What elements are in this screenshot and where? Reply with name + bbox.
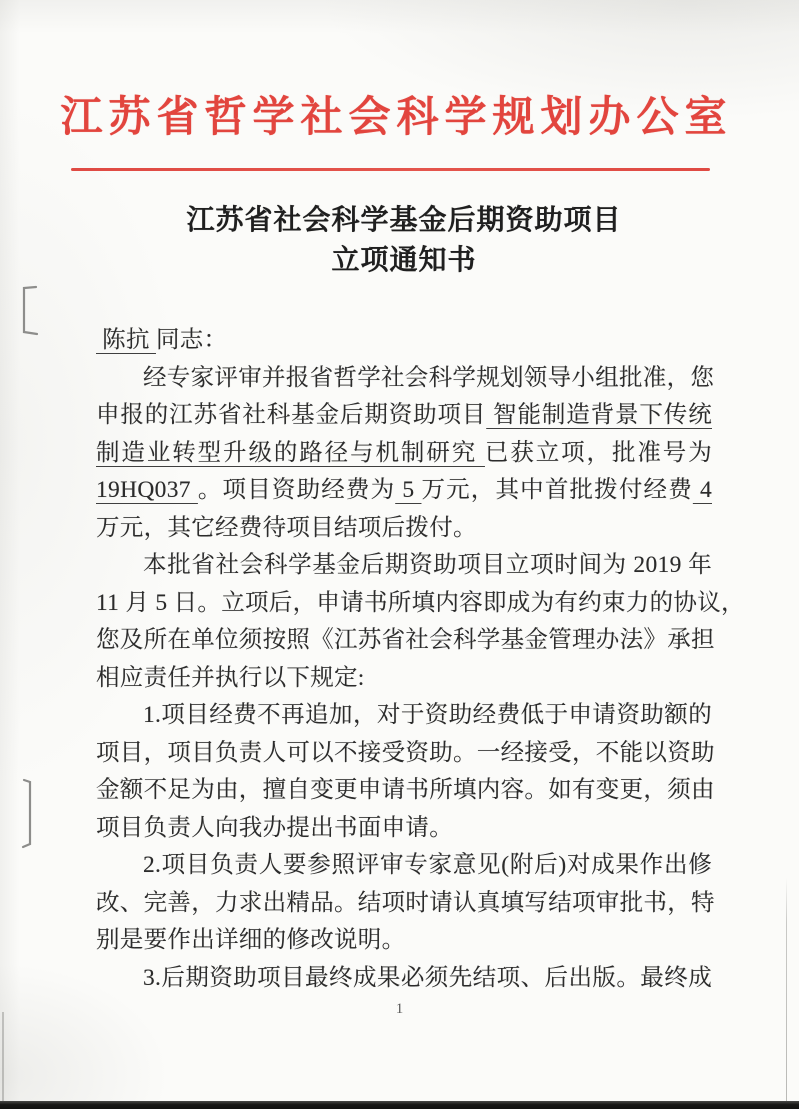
- body-line: [96, 697, 712, 735]
- fill-in-underlined: 19HQ037: [96, 477, 198, 503]
- text-segment: 相应责任并执行以下规定:: [96, 664, 365, 691]
- body-line: [96, 735, 715, 773]
- text-segment: 万元，其它经费待项目结项后拨付。: [96, 514, 477, 541]
- body-line: [96, 922, 712, 960]
- document-title-line2: 立项通知书: [331, 245, 477, 276]
- text-segment: 1.项目经费不再追加，对于资助经费低于申请资助额的: [143, 702, 712, 728]
- fill-in-underlined: 5: [395, 477, 422, 503]
- staple-mark-bottom: [18, 775, 38, 853]
- body-line: [96, 510, 712, 548]
- letterhead-title: 江苏省哲学社会科学规划办公室: [60, 95, 733, 141]
- body-line: [96, 322, 712, 360]
- text-segment: 别是要作出详细的修改说明。: [96, 927, 406, 953]
- body-line: [96, 622, 715, 660]
- text-segment: 金额不足为由，擅自变更申请书所填内容。如有变更，须由: [96, 777, 715, 803]
- body-line: [96, 472, 712, 510]
- body-line: [96, 810, 712, 848]
- text-segment: 申报的江苏省社科基金后期资助项目: [96, 402, 487, 428]
- body-line: [96, 397, 712, 435]
- text-segment: 已获立项，批准号为: [484, 439, 712, 466]
- document-title-line1: 江苏省社会科学基金后期资助项目: [186, 205, 622, 236]
- text-segment: 本批省社会科学基金后期资助项目立项时间为 2019 年: [143, 552, 712, 578]
- body-line: [96, 585, 745, 623]
- text-segment: 项目负责人向我办提出书面申请。: [96, 814, 453, 841]
- body-line: [96, 547, 712, 585]
- text-segment: 万元，其中首批拨付经费: [421, 477, 693, 503]
- text-segment: 2.项目负责人要参照评审专家意见(附后)对成果作出修: [143, 852, 712, 878]
- fill-in-underlined: 陈抗: [96, 327, 156, 353]
- page-fold-line: [786, 878, 787, 1101]
- fill-in-underlined: 制造业转型升级的路径与机制研究: [96, 439, 485, 466]
- letterhead-rule: [71, 168, 710, 171]
- text-segment: 改、完善，力求出精品。结项时请认真填写结项审批书，特: [96, 889, 715, 916]
- staple-mark-top: [16, 281, 40, 341]
- body-line: [96, 772, 715, 810]
- fill-in-underlined: 4: [692, 477, 712, 503]
- text-segment: 3.后期资助项目最终成果必须先结项、后出版。最终成: [143, 964, 712, 991]
- text-segment: 11 月 5 日。立项后，申请书所填内容即成为有约束力的协议，: [96, 589, 745, 616]
- body-line: [96, 435, 712, 473]
- scan-bottom-edge: [0, 1101, 799, 1109]
- body-line: [96, 660, 712, 698]
- scan-left-edge: [2, 1012, 4, 1101]
- body-line: [96, 847, 712, 885]
- fill-in-underlined: 智能制造背景下传统: [486, 402, 712, 428]
- text-segment: 项目，项目负责人可以不接受资助。一经接受，不能以资助: [96, 739, 715, 766]
- document-body: [96, 322, 745, 997]
- body-line: [96, 360, 715, 398]
- document-title: [96, 201, 712, 281]
- body-line: [96, 885, 715, 923]
- text-segment: 同志：: [155, 327, 228, 353]
- page-number: 1: [395, 1001, 404, 1017]
- body-line: [96, 960, 712, 998]
- text-segment: 经专家评审并报省哲学社会科学规划领导小组批准，您: [143, 364, 715, 391]
- text-segment: 您及所在单位须按照《江苏省社会科学基金管理办法》承担: [96, 627, 715, 653]
- text-segment: 。项目资助经费为: [197, 477, 396, 503]
